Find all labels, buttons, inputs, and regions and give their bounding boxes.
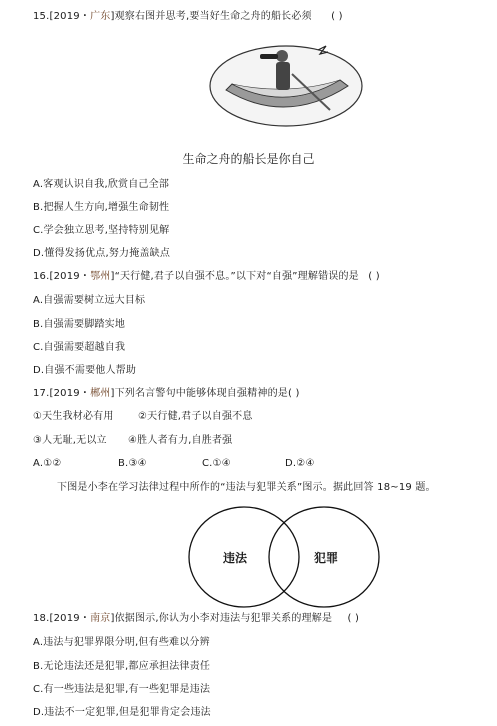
q18-answer-paren: ( ) — [347, 613, 360, 624]
q17-region: 郴州 — [90, 388, 111, 399]
q16-answer-paren: ( ) — [368, 271, 380, 282]
q18-option-d[interactable]: D.违法不一定犯罪,但是犯罪肯定会违法 — [33, 707, 211, 718]
q18-option-a[interactable]: A.违法与犯罪界限分明,但有些难以分辨 — [33, 637, 210, 648]
q16-stem-suffix: ]“天行健,君子以自强不息。”以下对“自强”理解错误的是 — [110, 271, 359, 282]
q15-option-d[interactable]: D.懂得发扬优点,努力掩盖缺点 — [33, 248, 171, 259]
q17-item-4: ④胜人者有力,自胜者强 — [128, 435, 233, 446]
q18-option-b[interactable]: B.无论违法还是犯罪,都应承担法律责任 — [33, 661, 211, 672]
q17-options — [33, 457, 473, 471]
q16-region: 鄂州 — [90, 271, 111, 282]
venn-label-illegal: 违法 — [223, 551, 248, 565]
q18-stem — [33, 612, 359, 626]
q17-items-row-2 — [33, 434, 473, 448]
q17-items-row-1 — [33, 410, 473, 424]
q15-option-b[interactable]: B.把握人生方向,增强生命韧性 — [33, 202, 170, 213]
q17-stem — [33, 387, 300, 401]
q18-19-intro: 下图是小李在学习法律过程中所作的“违法与犯罪关系”图示。据此回答 18~19 题。 — [57, 482, 436, 493]
venn-label-crime: 犯罪 — [314, 551, 339, 565]
q16-stem-prefix: 16.[2019・ — [33, 271, 91, 282]
illustration-caption: 生命之舟的船长是你自己 — [182, 152, 315, 166]
q17-item-2: ②天行健,君子以自强不息 — [138, 411, 253, 422]
life-boat-illustration — [208, 40, 364, 128]
q15-stem — [33, 10, 343, 24]
q17-option-c[interactable]: C.①④ — [202, 458, 231, 469]
illegal-crime-venn-diagram — [186, 504, 422, 614]
q15-option-a[interactable]: A.客观认识自我,欣赏自己全部 — [33, 179, 170, 190]
q16-option-d[interactable]: D.自强不需要他人帮助 — [33, 365, 137, 376]
q17-item-1: ①天生我材必有用 — [33, 411, 114, 422]
q16-option-b[interactable]: B.自强需要脚踏实地 — [33, 319, 126, 330]
q18-region: 南京 — [90, 613, 111, 624]
q15-stem-suffix: ]观察右图并思考,要当好生命之舟的船长必须 — [110, 11, 312, 22]
q18-stem-prefix: 18.[2019・ — [33, 613, 91, 624]
q15-option-c[interactable]: C.学会独立思考,坚持特别见解 — [33, 225, 170, 236]
q17-option-b[interactable]: B.③④ — [118, 458, 147, 469]
q17-option-a[interactable]: A.①② — [33, 458, 62, 469]
q16-stem — [33, 270, 380, 284]
q16-option-a[interactable]: A.自强需要树立远大目标 — [33, 295, 146, 306]
q17-option-d[interactable]: D.②④ — [285, 458, 315, 469]
q18-option-c[interactable]: C.有一些违法是犯罪,有一些犯罪是违法 — [33, 684, 211, 695]
q17-stem-suffix: ]下列名言警句中能够体现自强精神的是( ) — [110, 388, 300, 399]
q17-stem-prefix: 17.[2019・ — [33, 388, 91, 399]
q15-region: 广东 — [90, 11, 111, 22]
q17-item-3: ③人无耻,无以立 — [33, 435, 107, 446]
q15-stem-prefix: 15.[2019・ — [33, 11, 91, 22]
q15-answer-paren: ( ) — [331, 11, 343, 22]
q16-option-c[interactable]: C.自强需要超越自我 — [33, 342, 126, 353]
q18-stem-suffix: ]依据图示,你认为小李对违法与犯罪关系的理解是 — [110, 613, 333, 624]
